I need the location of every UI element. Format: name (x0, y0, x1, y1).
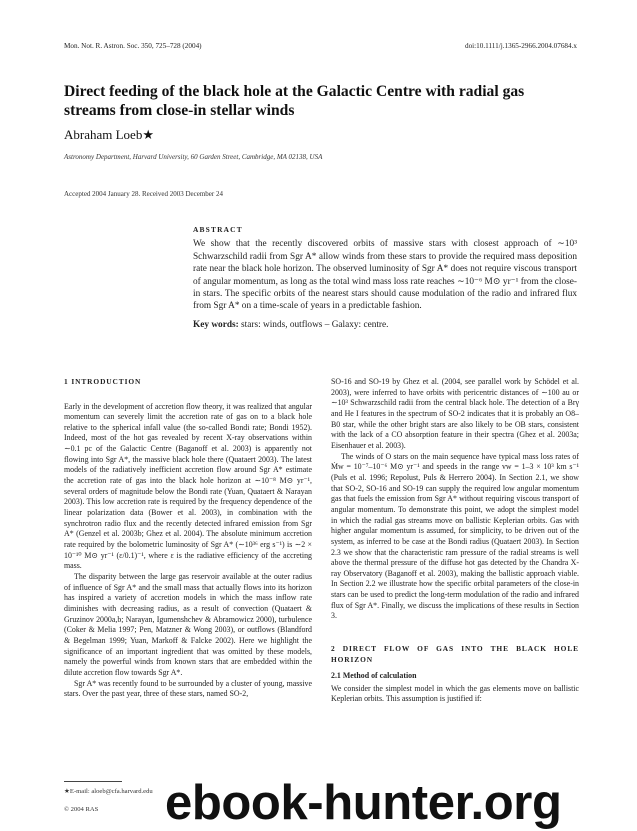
author: Abraham Loeb★ (64, 127, 154, 142)
journal-reference: Mon. Not. R. Astron. Soc. 350, 725–728 (2004) (64, 42, 202, 50)
keywords (193, 319, 577, 331)
paragraph: SO-16 and SO-19 by Ghez et al. (2004, see parallel work by Schödel et al. 2003), were inferred to have orbits with pericentric distances of ∼100 au or ∼10³ Schwarzschild radii from the central black hole. The detection of a Brγ and He I features in the spectrum of SO-2 indicates that it is probably an O8–B0 star, while the other bright stars are also likely to be OB stars, consistent with the lack of a CO absorption feature in their spectra (Ghez et al. 2003a; Eisenhauer et al. 2003). (331, 377, 579, 450)
paragraph: Sgr A* was recently found to be surrounded by a cluster of young, massive stars. Over the past year, three of these stars, named SO-2, (64, 678, 312, 699)
subsection-heading-method: 2.1 Method of calculation (331, 671, 417, 681)
paragraph: Early in the development of accretion flow theory, it was realized that angular momentum can severely limit the accretion rate of gas on to a black hole relative to the spherical infall value (the so-called Bondi rate; Bondi 1952). Indeed, most of the hot gas revealed by recent X-ray observations within ∼0.1 pc of the Galactic Centre (Baganoff et al. 2003) is apparently not flowing into Sgr A*, the massive black hole there (Quataert 2003). The latest models of the radiatively inefficient accretion flow around Sgr A* estimate the accretion rate of gas into the black hole horizon at ∼10⁻⁸ M⊙ yr⁻¹, several orders of magnitude below the Bondi rate (Yuan, Quataert & Narayan 2003). This low accretion rate is required by the frequency dependence of the linear polarization data (Bower et al. 2003), in combination with the synchrotron radio flux and the recently detected infrared emission from Sgr A* (Genzel et al. 2003b; Ghez et al. 2004). The absolute minimum accretion rate required by the bolometric luminosity of Sgr A* (∼10³⁶ erg s⁻¹) is ∼2 × 10⁻¹⁰ M⊙ yr⁻¹ (ε/0.1)⁻¹, where ε is the radiative efficiency of the accreting mass. (64, 401, 312, 571)
right-column (331, 377, 579, 705)
footnote-email: ★E-mail: aloeb@cfa.harvard.edu (64, 788, 153, 795)
paragraph: The disparity between the large gas reservoir available at the outer radius of influence of Sgr A* and the small mass that actually flows into its horizon has inspired a variety of accretion models in which the mass inflow rate diminishes with decreasing radius, as a result of convection (Quataert & Gruzinov 2000a,b; Narayan, Igumenshchev & Abramowicz 2000), turbulence (Coker & Melia 1997; Pen, Matzner & Wong 2003), or outflows (Blandford & Begelman 1999; Yuan, Markoff & Falcke 2002). Here we highlight the significance of an important ingredient that was omitted by these models, namely the powerful winds from known stars that are embedded within the dilute accretion flow towards Sgr A*. (64, 572, 312, 677)
paragraph: We consider the simplest model in which the gas elements move on ballistic Keplerian orbits. This assumption is justified if: (331, 683, 579, 704)
paragraph: The winds of O stars on the main sequence have typical mass loss rates of Ṁw = 10⁻⁷–10⁻⁶ M⊙ yr⁻¹ and speeds in the range vw = 1–3 × 10³ km s⁻¹ (Puls et al. 1996; Repolust, Puls & Herrero 2004). In Section 2.1, we show that SO-2, SO-16 and SO-19 can supply the required low angular momentum gas that fuels the emission from Sgr A* without requiring viscous transport of angular momentum. To demonstrate this point, we adopt the simplest model in which the radial gas streams move on ballistic Keplerian orbits. Gas with higher angular momentum is assumed, for simplicity, to be driven out of the system, as inferred to be case at the Bondi radius (Quataert 2003). In Section 2.3 we show that the characteristic ram pressure of the radial streams is well above the thermal pressure of the diffuse hot gas detected by the Chandra X-ray Observatory (Baganoff et al. 2003), making the ballistic approach viable. In Section 2.2 we illustrate how the specific orbital parameters of the close-in stars can be used to predict the long-term modulation of the radio and infrared flux of Sgr A*. Finally, we discuss the implications of these results in Section 3. (331, 451, 579, 621)
affiliation: Astronomy Department, Harvard University, 60 Garden Street, Cambridge, MA 02138, USA (64, 153, 323, 161)
keywords-text: stars: winds, outflows – Galaxy: centre. (241, 319, 389, 330)
doi: doi:10.1111/j.1365-2966.2004.07684.x (464, 42, 577, 50)
footnote-rule (64, 781, 122, 782)
section-heading-introduction: 1 INTRODUCTION (64, 377, 142, 386)
watermark: ebook-hunter.org (165, 776, 562, 830)
left-column (64, 377, 312, 700)
keywords-label: Key words: (193, 319, 239, 330)
paper-title: Direct feeding of the black hole at the Galactic Centre with radial gas streams from close-in stellar winds (64, 83, 525, 119)
abstract (193, 224, 577, 331)
section-heading-direct-flow: 2 DIRECT FLOW OF GAS INTO THE BLACK HOLE HORIZON (331, 644, 579, 664)
accepted-received-dates: Accepted 2004 January 28. Received 2003 December 24 (64, 190, 223, 198)
abstract-heading: ABSTRACT (193, 225, 243, 234)
copyright: © 2004 RAS (64, 806, 99, 813)
abstract-text: We show that the recently discovered orbits of massive stars with closest approach of ∼10³ Schwarzschild radii from Sgr A* allow winds from these stars to provide the required mass deposition rate near the black hole horizon. The observed luminosity of Sgr A* does not require viscous transport of angular momentum, as long as the total wind mass loss rate reaches ∼10⁻⁶ M⊙ yr⁻¹ from the close-in stars. The specific orbits of the nearest stars should cause modulation of the radio and infrared flux from Sgr A* on a time-scale of years in a predictable fashion. (193, 239, 577, 312)
